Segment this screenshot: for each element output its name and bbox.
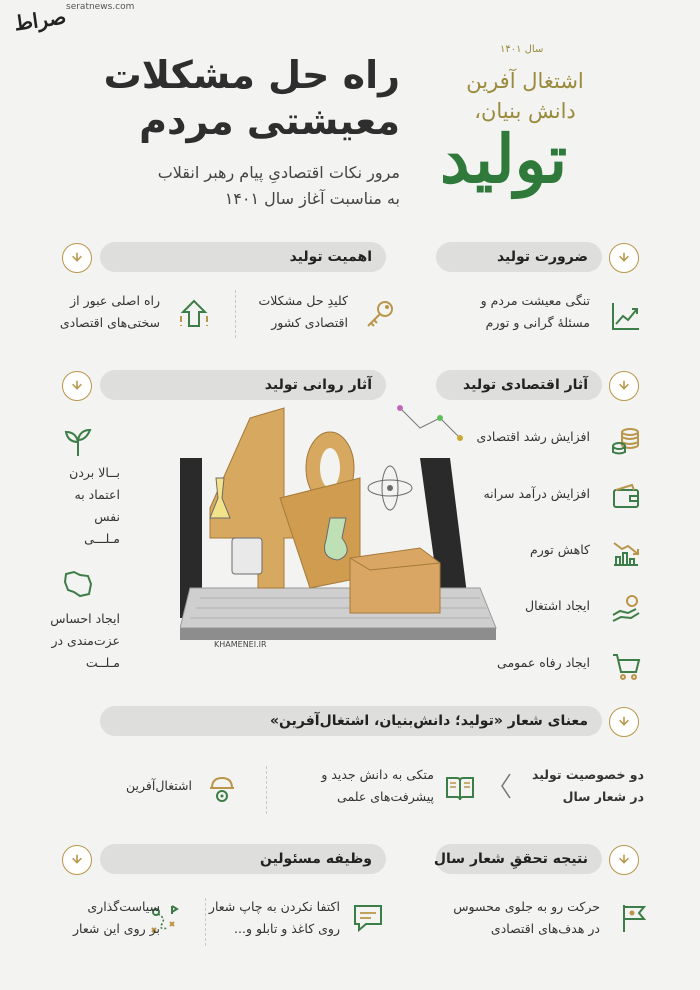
hardhat-gear-icon	[204, 770, 240, 806]
image-credit: KHAMENEI.IR	[214, 640, 267, 649]
ahamiyat-item-2-line-1: راه اصلی عبور از	[70, 293, 160, 308]
subtitle-line-1: مرور نکات اقتصادیِ پیام رهبر انقلاب	[157, 163, 400, 182]
zarurat-line-1: تنگی معیشت مردم و	[480, 293, 590, 308]
shoar-feature-1-line-2: پیشرفت‌های علمی	[337, 789, 434, 804]
shoar-feature-1-line-1: متکی به دانش جدید و	[321, 767, 434, 782]
section-vazife-header[interactable]	[100, 844, 386, 874]
wallet-icon	[608, 479, 644, 515]
list-item: افزایش رشد اقتصادی	[476, 429, 590, 444]
shoar-lead	[532, 764, 644, 808]
arrow-up-exclamation-icon	[176, 296, 212, 332]
section-shoar-title: معنای شعار «تولید؛ دانش‌بنیان، اشتغال‌آفرین»	[270, 713, 588, 729]
chevron-down-icon[interactable]	[62, 371, 92, 401]
subtitle-line-2: به مناسبت آغاز سال ۱۴۰۱	[224, 189, 400, 208]
vazife-item-2-line-2: بر روی این شعار	[73, 921, 160, 936]
section-zarurat-header[interactable]	[436, 242, 602, 272]
numeral-1-block	[280, 478, 360, 588]
section-ahamiyat-title: اهمیت تولید	[289, 249, 372, 265]
ravani-item-1	[50, 462, 120, 550]
chat-bubble-icon	[350, 900, 386, 936]
chevron-down-icon[interactable]	[609, 707, 639, 737]
ravani-item-2-line-2: عزت‌مندی در	[51, 633, 120, 648]
flag-icon	[616, 900, 652, 936]
divider	[235, 290, 236, 338]
list-item: افزایش درآمد سرانه	[483, 486, 590, 501]
iran-map-icon	[60, 566, 96, 602]
natije-line-2: در هدف‌های اقتصادی	[490, 921, 600, 936]
ahamiyat-item-1-line-2: اقتصادی کشور	[271, 315, 348, 330]
shoar-feature-1	[284, 764, 434, 808]
divider	[266, 766, 267, 814]
list-item: ایجاد اشتغال	[524, 598, 590, 613]
title-line-2: معیشتی مردم	[139, 99, 400, 143]
slogan-main: تولید	[440, 120, 568, 198]
coins-icon	[608, 422, 644, 458]
slogan-tagline	[450, 66, 600, 126]
ahamiyat-item-1	[238, 290, 348, 334]
page-subtitle	[20, 160, 400, 212]
divider	[205, 898, 206, 946]
ahamiyat-item-2	[50, 290, 160, 334]
trend-chart-icon	[608, 298, 644, 334]
chevron-down-icon[interactable]	[62, 845, 92, 875]
list-item: ایجاد رفاه عمومی	[497, 655, 590, 670]
chevron-left-icon	[498, 772, 514, 800]
sprout-icon	[60, 424, 96, 460]
site-logo[interactable]: صراط	[12, 4, 68, 36]
site-url[interactable]: seratnews.com	[66, 2, 135, 12]
cardboard-box	[350, 548, 440, 613]
chevron-down-icon[interactable]	[609, 845, 639, 875]
ahamiyat-item-1-line-1: کلیدِ حل مشکلات	[258, 293, 348, 308]
ravani-item-2-line-3: مـلــت	[85, 655, 120, 670]
ravani-item-1-line-2: اعتماد به نفس	[74, 487, 120, 524]
vazife-item-1-line-1: اکتفا نکردن به چاپ شعار	[208, 899, 340, 914]
vazife-item-1-line-2: روی کاغذ و تابلو و...	[234, 921, 340, 936]
shoar-feature-2: اشتغال‌آفرین	[126, 778, 192, 793]
slogan-year: سال ۱۴۰۱	[500, 44, 544, 55]
vazife-item-2	[50, 896, 160, 940]
vazife-item-1	[190, 896, 340, 940]
shopping-cart-icon	[608, 648, 644, 684]
chevron-down-icon[interactable]	[609, 243, 639, 273]
section-zarurat-title: ضرورت تولید	[496, 249, 588, 265]
key-icon	[362, 296, 398, 332]
section-asar-eqtesadi-title: آثار اقتصادی تولید	[463, 377, 588, 393]
zarurat-text	[420, 290, 590, 334]
natije-text	[420, 896, 600, 940]
vazife-item-2-line-1: سیاست‌گذاری	[87, 899, 160, 914]
handshake-coin-icon	[608, 591, 644, 627]
ravani-item-2	[50, 608, 120, 674]
section-shoar-header[interactable]	[100, 706, 602, 736]
zarurat-line-2: مسئلهٔ گرانی و تورم	[485, 315, 590, 330]
list-item: کاهش تورم	[530, 542, 590, 557]
conveyor-belt	[180, 588, 496, 640]
section-vazife-title: وظیفه مسئولین	[259, 851, 372, 867]
title-line-1: راه حل مشکلات	[103, 53, 400, 97]
natije-line-1: حرکت رو به جلوی محسوس	[453, 899, 600, 914]
slogan-tagline-2: دانش بنیان،	[474, 99, 576, 123]
chevron-down-icon[interactable]	[62, 243, 92, 273]
ravani-item-2-line-1: ایجاد احساس	[50, 611, 120, 626]
section-natije-header[interactable]	[433, 844, 602, 874]
book-icon	[442, 770, 478, 806]
page-title	[40, 52, 400, 144]
shoar-lead-line-1: دو خصوصیت تولید	[531, 767, 644, 782]
shoar-lead-line-2: در شعار سال	[562, 789, 644, 804]
slogan-tagline-1: اشتغال آفرین	[466, 69, 584, 93]
bar-chart-down-icon	[608, 535, 644, 571]
section-asar-ravani-title: آثار روانی تولید	[264, 377, 372, 393]
ravani-item-1-line-1: بــالا بردن	[69, 465, 120, 480]
section-natije-title: نتیجه تحققِ شعار سال	[433, 851, 588, 867]
ahamiyat-item-2-line-2: سختی‌های اقتصادی	[59, 315, 160, 330]
ravani-item-1-line-3: مـلـــی	[84, 531, 120, 546]
section-ahamiyat-header[interactable]	[100, 242, 386, 272]
chevron-down-icon[interactable]	[609, 371, 639, 401]
production-illustration	[180, 388, 500, 668]
